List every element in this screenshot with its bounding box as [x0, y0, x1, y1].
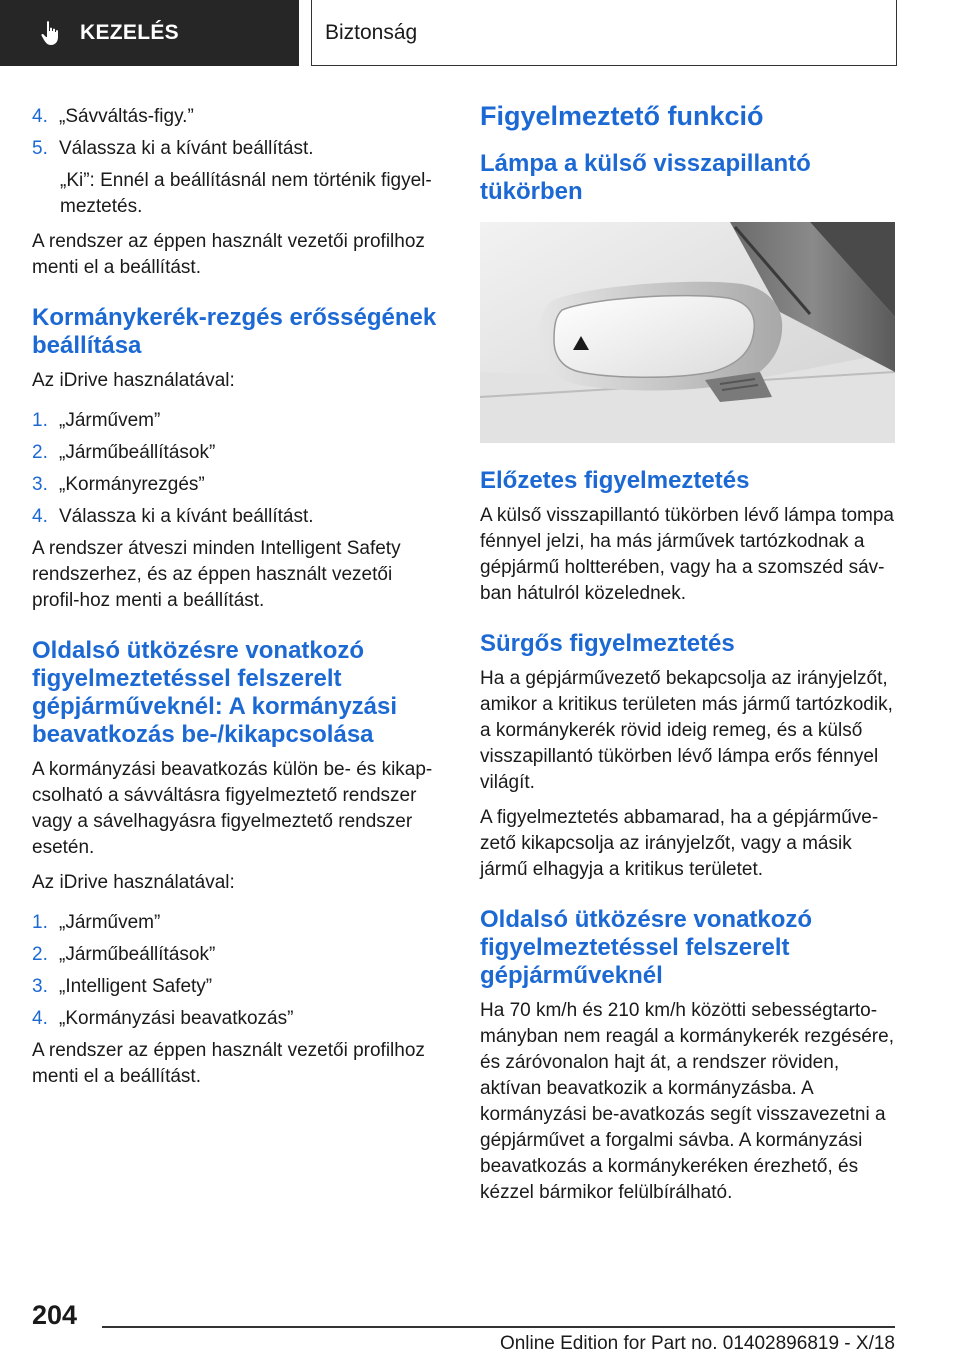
- list-item: 1. „Járművem”: [32, 410, 161, 431]
- body-paragraph: A külső visszapillantó tükörben lévő lámpa tompa fénnyel jelzi, ha más járművek tartózkodnak a gépjármű holtterében, vagy ha a szomszéd sáv-ban hátulról közelednek.: [480, 505, 895, 604]
- body-paragraph: A rendszer az éppen használt vezetői profilhoz menti el a beállítást.: [32, 1040, 425, 1087]
- section-heading: Oldalsó ütközésre vonatkozó figyelmeztetéssel felszerelt gépjárműveknél: [480, 906, 813, 989]
- section-title: KEZELÉS: [80, 21, 179, 44]
- page-number: 204: [32, 1300, 78, 1330]
- list-note: „Ki”: Ennél a beállításnál nem történik figyel-meztetés.: [60, 170, 432, 217]
- list-item: 4. „Kormányzási beavatkozás”: [32, 1008, 294, 1029]
- list-item: 3. „Intelligent Safety”: [32, 976, 213, 997]
- hand-pointer-icon: [40, 20, 62, 46]
- footer-edition: Online Edition for Part no. 01402896819 - X/18: [499, 1333, 895, 1354]
- section-tab[interactable]: [0, 0, 299, 66]
- list-item: 5. Válassza ki a kívánt beállítást.: [32, 138, 314, 159]
- chapter-tab[interactable]: [311, 0, 897, 66]
- body-paragraph: Az iDrive használatával:: [32, 872, 235, 893]
- footer-divider: [102, 1326, 895, 1328]
- chapter-title: Biztonság: [325, 20, 418, 44]
- mirror-illustration: [480, 222, 895, 443]
- body-paragraph: A kormányzási beavatkozás külön be- és kikap-csolható a sávváltásra figyelmeztető rendszer vagy a sávelhagyásra figyelmeztető rendszer esetén.: [32, 759, 433, 858]
- body-paragraph: Az iDrive használatával:: [32, 370, 235, 391]
- section-heading: Oldalsó ütközésre vonatkozó figyelmeztetéssel felszerelt gépjárműveknél: A kormányzási beavatkozás be-/kikapcsolása: [32, 637, 398, 748]
- section-heading: Előzetes figyelmeztetés: [480, 467, 750, 494]
- section-heading: Kormánykerék-rezgés erősségének beállítása: [32, 304, 437, 359]
- left-column: [32, 104, 442, 1099]
- list-item: 2. „Járműbeállítások”: [32, 442, 216, 463]
- body-paragraph: A rendszer átveszi minden Intelligent Safety rendszerhez, és az éppen használt vezetői profil-hoz menti a beállítást.: [32, 538, 401, 611]
- body-paragraph: Ha 70 km/h és 210 km/h közötti sebességtarto-mányban nem reagál a kormánykerék rezgésére, és záróvonalon hajt át, a rendszer röviden, aktívan beavatkozik a kormányzásba. A kormányzási be-avatkozás segít visszavezetni a gépjárművet a forgalmi sávba. A kormányzási beavatkozás a kormánykeréken érezhető, és kézzel bármikor felülbírálható.: [480, 1000, 894, 1203]
- list-item: 4. Válassza ki a kívánt beállítást.: [32, 506, 314, 527]
- body-paragraph: A figyelmeztetés abbamarad, ha a gépjárműve-zető kikapcsolja az irányjelzőt, vagy a másik jármű elhagyja a kritikus területet.: [480, 807, 879, 880]
- list-item: 4. „Sávváltás-figy.”: [32, 106, 194, 127]
- right-column: [480, 100, 900, 1215]
- list-item: 1. „Járművem”: [32, 912, 161, 933]
- section-heading: Sürgős figyelmeztetés: [480, 630, 735, 657]
- section-heading: Lámpa a külső visszapillantó tükörben: [480, 150, 811, 205]
- main-title: Figyelmeztető funkció: [480, 101, 764, 131]
- body-paragraph: A rendszer az éppen használt vezetői profilhoz menti el a beállítást.: [32, 231, 425, 278]
- list-item: 2. „Járműbeállítások”: [32, 944, 216, 965]
- list-item: 3. „Kormányrezgés”: [32, 474, 205, 495]
- body-paragraph: Ha a gépjárművezető bekapcsolja az irányjelzőt, amikor a kritikus területen más jármű tartózkodik, a kormánykerék rövid ideig remeg, és a külső visszapillantó tükörben lévő lámpa erős fénnyel világít.: [480, 668, 893, 793]
